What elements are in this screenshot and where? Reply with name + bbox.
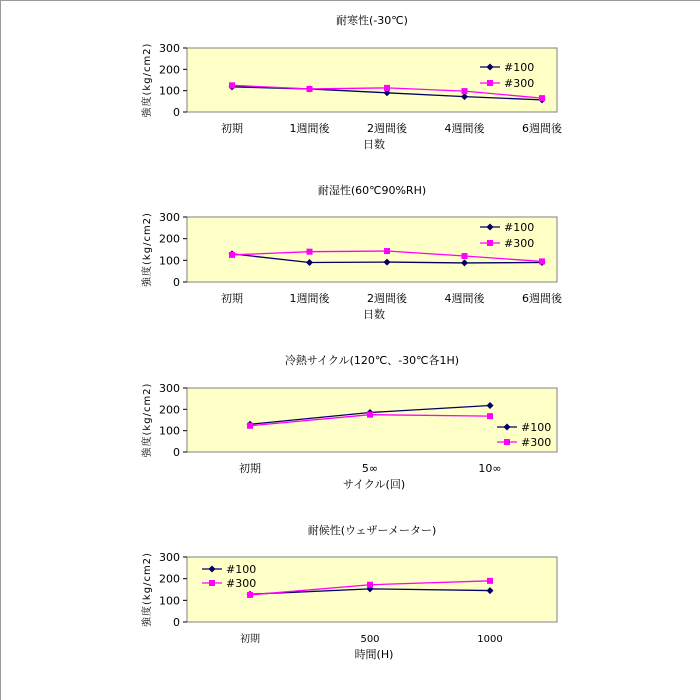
y-tick-label: 0	[173, 446, 180, 459]
data-point	[487, 578, 493, 584]
x-tick-label: 6週間後	[522, 292, 562, 305]
chart-title: 冷熱サイクル(120℃、-30℃各1H)	[284, 354, 460, 367]
x-tick-label: 1000	[477, 634, 503, 645]
legend-marker	[487, 80, 493, 86]
legend-label: #300	[504, 77, 535, 90]
legend-label: #300	[521, 436, 552, 449]
y-tick-label: 200	[159, 232, 180, 246]
data-point	[462, 88, 468, 94]
chart-title: 耐候性(ウェザーメーター)	[307, 524, 437, 537]
chart-title: 耐寒性(-30℃)	[336, 14, 408, 27]
plot-area	[187, 48, 557, 112]
x-tick-label: 1週間後	[289, 292, 330, 305]
y-tick-label: 100	[159, 84, 180, 98]
y-tick-label: 300	[159, 211, 180, 224]
legend-label: #100	[521, 421, 552, 434]
y-tick-label: 200	[159, 403, 180, 417]
data-point	[462, 253, 468, 259]
data-point	[229, 252, 235, 258]
chart-4	[140, 523, 557, 661]
y-axis-label: 強度(kg/cm2)	[142, 552, 153, 627]
legend-label: #300	[226, 577, 257, 590]
legend-label: #300	[504, 237, 535, 250]
chart-title: 耐湿性(60℃90%RH)	[317, 184, 427, 197]
legend-label: #100	[504, 221, 535, 234]
x-tick-label: 1週間後	[289, 122, 330, 135]
y-tick-label: 0	[173, 616, 180, 629]
legend-label: #100	[504, 61, 535, 74]
chart-2	[140, 183, 563, 321]
data-point	[247, 592, 253, 598]
x-tick-label: 6週間後	[522, 122, 562, 135]
legend-marker	[504, 439, 510, 445]
x-axis-label: 日数	[363, 138, 385, 151]
y-tick-label: 0	[173, 106, 180, 119]
x-tick-label: 2週間後	[367, 122, 407, 135]
chart-3	[140, 353, 557, 491]
y-tick-label: 100	[159, 594, 180, 608]
y-tick-label: 300	[159, 382, 180, 395]
data-point	[307, 249, 313, 255]
x-axis-label: サイクル(回)	[342, 478, 406, 491]
plot-area	[187, 217, 557, 282]
x-tick-label: 2週間後	[367, 292, 407, 305]
legend-label: #100	[226, 563, 257, 576]
y-tick-label: 0	[173, 276, 180, 289]
x-tick-label: 10∞	[478, 462, 502, 475]
legend-marker	[487, 240, 493, 246]
data-point	[539, 95, 545, 101]
x-tick-label: 4週間後	[444, 292, 485, 305]
data-point	[539, 258, 545, 264]
x-tick-label: 4週間後	[444, 122, 485, 135]
x-tick-label: 500	[360, 634, 380, 645]
x-axis-label: 時間(H)	[354, 648, 394, 661]
y-axis-label: 強度(kg/cm2)	[142, 382, 153, 458]
chart-1	[140, 13, 563, 151]
data-point	[247, 423, 253, 429]
y-tick-label: 300	[159, 551, 180, 564]
x-tick-label: 初期	[240, 634, 260, 645]
data-point	[367, 582, 373, 588]
data-point	[307, 86, 313, 92]
y-tick-label: 300	[159, 42, 180, 55]
x-tick-label: 5∞	[361, 462, 379, 475]
x-tick-label: 初期	[221, 122, 243, 135]
y-tick-label: 200	[159, 572, 180, 586]
y-tick-label: 100	[159, 254, 180, 268]
y-axis-label: 強度(kg/cm2)	[142, 42, 153, 118]
y-tick-label: 200	[159, 63, 180, 77]
data-point	[367, 412, 373, 418]
x-tick-label: 初期	[239, 462, 261, 475]
data-point	[384, 85, 390, 91]
legend-marker	[209, 580, 215, 586]
x-axis-label: 日数	[363, 308, 385, 321]
y-axis-label: 強度(kg/cm2)	[142, 212, 153, 287]
x-tick-label: 初期	[221, 292, 243, 305]
data-point	[384, 248, 390, 254]
data-point	[229, 82, 235, 88]
y-tick-label: 100	[159, 424, 180, 438]
data-point	[487, 413, 493, 419]
